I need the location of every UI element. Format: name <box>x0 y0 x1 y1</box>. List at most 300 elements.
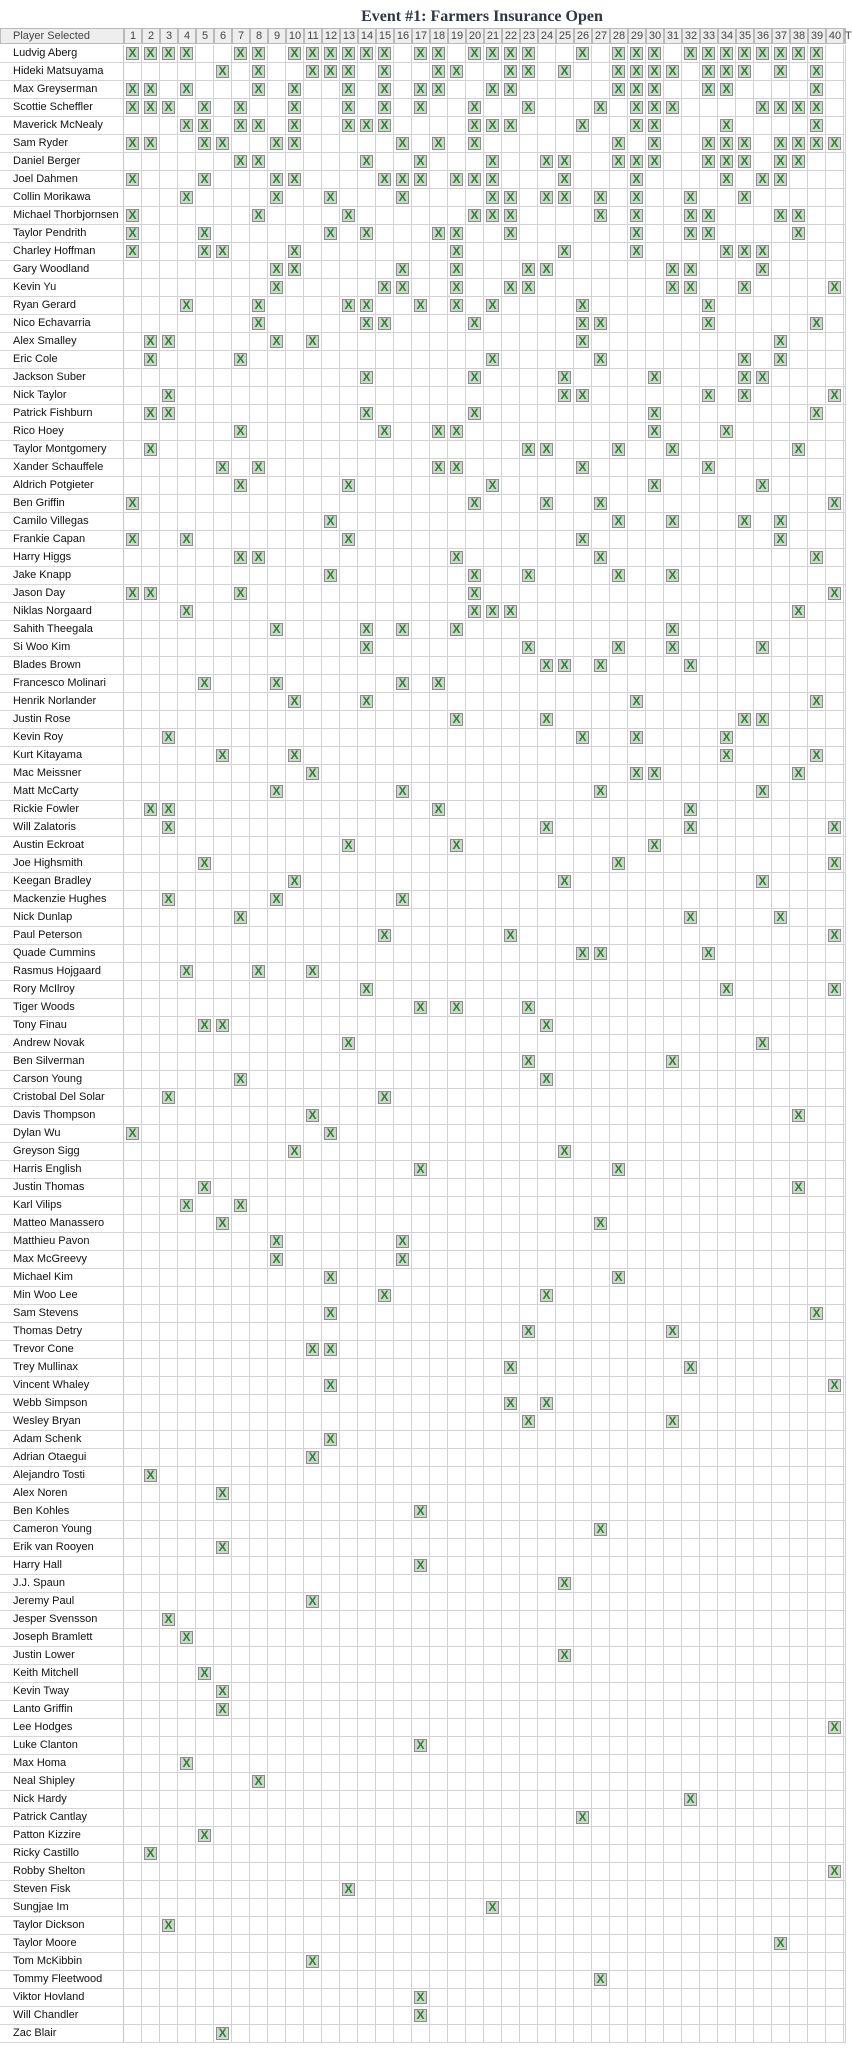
grid-cell[interactable] <box>718 549 736 567</box>
grid-cell[interactable] <box>736 603 754 621</box>
grid-cell[interactable] <box>736 333 754 351</box>
grid-cell[interactable] <box>844 765 846 783</box>
grid-cell[interactable] <box>394 1071 412 1089</box>
grid-cell[interactable] <box>484 441 502 459</box>
grid-cell[interactable] <box>520 351 538 369</box>
column-header-16[interactable]: 16 <box>394 28 412 44</box>
grid-cell[interactable] <box>250 747 268 765</box>
grid-cell[interactable] <box>718 585 736 603</box>
grid-cell[interactable] <box>376 1053 394 1071</box>
grid-cell[interactable] <box>718 1611 736 1629</box>
grid-cell[interactable] <box>484 531 502 549</box>
player-name-cell[interactable]: Niklas Norgaard <box>0 603 124 621</box>
grid-cell[interactable] <box>466 1089 484 1107</box>
grid-cell[interactable] <box>430 1881 448 1899</box>
grid-cell[interactable] <box>520 1431 538 1449</box>
grid-cell[interactable] <box>196 819 214 837</box>
grid-cell[interactable] <box>772 1575 790 1593</box>
grid-cell[interactable] <box>664 1233 682 1251</box>
grid-cell[interactable] <box>214 1791 232 1809</box>
grid-cell[interactable] <box>124 1035 142 1053</box>
selection-mark-cell[interactable] <box>574 333 592 351</box>
grid-cell[interactable] <box>484 99 502 117</box>
grid-cell[interactable] <box>754 207 772 225</box>
grid-cell[interactable] <box>412 783 430 801</box>
grid-cell[interactable] <box>484 1683 502 1701</box>
grid-cell[interactable] <box>808 1665 826 1683</box>
player-name-cell[interactable]: Zac Blair <box>0 2025 124 2043</box>
grid-cell[interactable] <box>412 1233 430 1251</box>
grid-cell[interactable] <box>520 1395 538 1413</box>
grid-cell[interactable] <box>322 1899 340 1917</box>
grid-cell[interactable] <box>178 657 196 675</box>
grid-cell[interactable] <box>538 1161 556 1179</box>
selection-mark-cell[interactable] <box>448 549 466 567</box>
grid-cell[interactable] <box>160 531 178 549</box>
grid-cell[interactable] <box>322 549 340 567</box>
grid-cell[interactable] <box>124 981 142 999</box>
grid-cell[interactable] <box>412 1125 430 1143</box>
grid-cell[interactable] <box>268 441 286 459</box>
grid-cell[interactable] <box>124 1359 142 1377</box>
grid-cell[interactable] <box>826 801 844 819</box>
grid-cell[interactable] <box>160 1323 178 1341</box>
grid-cell[interactable] <box>232 225 250 243</box>
grid-cell[interactable] <box>574 1017 592 1035</box>
grid-cell[interactable] <box>466 1539 484 1557</box>
grid-cell[interactable] <box>502 2025 520 2043</box>
grid-cell[interactable] <box>592 999 610 1017</box>
selection-mark-cell[interactable] <box>520 63 538 81</box>
grid-cell[interactable] <box>736 2007 754 2025</box>
grid-cell[interactable] <box>790 1791 808 1809</box>
grid-cell[interactable] <box>736 1989 754 2007</box>
grid-cell[interactable] <box>268 117 286 135</box>
grid-cell[interactable] <box>700 1971 718 1989</box>
grid-cell[interactable] <box>466 1305 484 1323</box>
grid-cell[interactable] <box>592 45 610 63</box>
grid-cell[interactable] <box>466 351 484 369</box>
grid-cell[interactable] <box>250 2025 268 2043</box>
grid-cell[interactable] <box>790 1269 808 1287</box>
grid-cell[interactable] <box>286 477 304 495</box>
grid-cell[interactable] <box>592 297 610 315</box>
grid-cell[interactable] <box>160 1143 178 1161</box>
grid-cell[interactable] <box>178 945 196 963</box>
grid-cell[interactable] <box>160 963 178 981</box>
grid-cell[interactable] <box>682 963 700 981</box>
grid-cell[interactable] <box>592 135 610 153</box>
grid-cell[interactable] <box>736 1197 754 1215</box>
grid-cell[interactable] <box>736 1521 754 1539</box>
grid-cell[interactable] <box>646 1359 664 1377</box>
grid-cell[interactable] <box>826 1647 844 1665</box>
grid-cell[interactable] <box>430 1431 448 1449</box>
grid-cell[interactable] <box>646 657 664 675</box>
grid-cell[interactable] <box>682 999 700 1017</box>
grid-cell[interactable] <box>808 963 826 981</box>
grid-cell[interactable] <box>844 1665 846 1683</box>
selection-mark-cell[interactable] <box>790 99 808 117</box>
grid-cell[interactable] <box>142 1989 160 2007</box>
grid-cell[interactable] <box>412 1053 430 1071</box>
grid-cell[interactable] <box>682 99 700 117</box>
grid-cell[interactable] <box>214 1413 232 1431</box>
grid-cell[interactable] <box>214 81 232 99</box>
selection-mark-cell[interactable] <box>592 1215 610 1233</box>
grid-cell[interactable] <box>142 207 160 225</box>
grid-cell[interactable] <box>574 261 592 279</box>
grid-cell[interactable] <box>520 891 538 909</box>
grid-cell[interactable] <box>214 1953 232 1971</box>
grid-cell[interactable] <box>664 81 682 99</box>
grid-cell[interactable] <box>484 1089 502 1107</box>
grid-cell[interactable] <box>376 1413 394 1431</box>
grid-cell[interactable] <box>448 1269 466 1287</box>
grid-cell[interactable] <box>196 1269 214 1287</box>
grid-cell[interactable] <box>826 1197 844 1215</box>
grid-cell[interactable] <box>250 765 268 783</box>
player-name-cell[interactable]: Ben Griffin <box>0 495 124 513</box>
grid-cell[interactable] <box>682 1161 700 1179</box>
grid-cell[interactable] <box>736 531 754 549</box>
grid-cell[interactable] <box>592 1755 610 1773</box>
grid-cell[interactable] <box>574 711 592 729</box>
grid-cell[interactable] <box>304 783 322 801</box>
grid-cell[interactable] <box>430 819 448 837</box>
grid-cell[interactable] <box>502 639 520 657</box>
grid-cell[interactable] <box>592 1269 610 1287</box>
grid-cell[interactable] <box>340 1737 358 1755</box>
grid-cell[interactable] <box>466 999 484 1017</box>
grid-cell[interactable] <box>412 1917 430 1935</box>
grid-cell[interactable] <box>232 369 250 387</box>
grid-cell[interactable] <box>826 1935 844 1953</box>
grid-cell[interactable] <box>268 1125 286 1143</box>
grid-cell[interactable] <box>448 1071 466 1089</box>
selection-mark-cell[interactable] <box>484 207 502 225</box>
grid-cell[interactable] <box>286 1989 304 2007</box>
grid-cell[interactable] <box>340 873 358 891</box>
grid-cell[interactable] <box>664 189 682 207</box>
grid-cell[interactable] <box>772 1323 790 1341</box>
grid-cell[interactable] <box>700 117 718 135</box>
grid-cell[interactable] <box>358 2007 376 2025</box>
grid-cell[interactable] <box>664 1431 682 1449</box>
grid-cell[interactable] <box>412 1179 430 1197</box>
grid-cell[interactable] <box>610 495 628 513</box>
grid-cell[interactable] <box>844 1323 846 1341</box>
grid-cell[interactable] <box>772 1017 790 1035</box>
grid-cell[interactable] <box>268 1701 286 1719</box>
selection-mark-cell[interactable] <box>556 1647 574 1665</box>
grid-cell[interactable] <box>718 567 736 585</box>
grid-cell[interactable] <box>700 1089 718 1107</box>
grid-cell[interactable] <box>790 1503 808 1521</box>
selection-mark-cell[interactable] <box>286 117 304 135</box>
selection-mark-cell[interactable] <box>250 81 268 99</box>
grid-cell[interactable] <box>844 1719 846 1737</box>
grid-cell[interactable] <box>520 1107 538 1125</box>
grid-cell[interactable] <box>502 351 520 369</box>
grid-cell[interactable] <box>736 477 754 495</box>
grid-cell[interactable] <box>556 549 574 567</box>
selection-mark-cell[interactable] <box>196 1017 214 1035</box>
player-name-cell[interactable]: Daniel Berger <box>0 153 124 171</box>
grid-cell[interactable] <box>466 711 484 729</box>
selection-mark-cell[interactable] <box>772 171 790 189</box>
grid-cell[interactable] <box>124 261 142 279</box>
grid-cell[interactable] <box>250 1449 268 1467</box>
grid-cell[interactable] <box>664 585 682 603</box>
grid-cell[interactable] <box>322 1233 340 1251</box>
grid-cell[interactable] <box>268 909 286 927</box>
grid-cell[interactable] <box>574 135 592 153</box>
grid-cell[interactable] <box>376 1359 394 1377</box>
grid-cell[interactable] <box>826 1071 844 1089</box>
grid-cell[interactable] <box>466 1809 484 1827</box>
grid-cell[interactable] <box>286 1017 304 1035</box>
grid-cell[interactable] <box>664 225 682 243</box>
grid-cell[interactable] <box>286 1899 304 1917</box>
grid-cell[interactable] <box>358 1035 376 1053</box>
grid-cell[interactable] <box>358 1773 376 1791</box>
grid-cell[interactable] <box>178 261 196 279</box>
grid-cell[interactable] <box>610 1809 628 1827</box>
selection-mark-cell[interactable] <box>826 819 844 837</box>
grid-cell[interactable] <box>304 351 322 369</box>
grid-cell[interactable] <box>232 927 250 945</box>
grid-cell[interactable] <box>628 1665 646 1683</box>
grid-cell[interactable] <box>466 1845 484 1863</box>
grid-cell[interactable] <box>826 1413 844 1431</box>
grid-cell[interactable] <box>700 909 718 927</box>
grid-cell[interactable] <box>610 1701 628 1719</box>
grid-cell[interactable] <box>538 297 556 315</box>
selection-mark-cell[interactable] <box>196 1827 214 1845</box>
grid-cell[interactable] <box>178 1287 196 1305</box>
grid-cell[interactable] <box>646 603 664 621</box>
grid-cell[interactable] <box>232 1575 250 1593</box>
grid-cell[interactable] <box>844 495 846 513</box>
grid-cell[interactable] <box>124 1845 142 1863</box>
grid-cell[interactable] <box>502 801 520 819</box>
column-header-11[interactable]: 11 <box>304 28 322 44</box>
selection-mark-cell[interactable] <box>628 765 646 783</box>
grid-cell[interactable] <box>538 1413 556 1431</box>
player-name-cell[interactable]: Camilo Villegas <box>0 513 124 531</box>
grid-cell[interactable] <box>268 1683 286 1701</box>
selection-mark-cell[interactable] <box>322 1125 340 1143</box>
grid-cell[interactable] <box>574 1287 592 1305</box>
grid-cell[interactable] <box>286 1611 304 1629</box>
player-name-cell[interactable]: Tony Finau <box>0 1017 124 1035</box>
grid-cell[interactable] <box>556 1305 574 1323</box>
grid-cell[interactable] <box>196 279 214 297</box>
grid-cell[interactable] <box>358 459 376 477</box>
grid-cell[interactable] <box>232 1989 250 2007</box>
grid-cell[interactable] <box>412 819 430 837</box>
grid-cell[interactable] <box>628 1701 646 1719</box>
selection-mark-cell[interactable] <box>664 279 682 297</box>
grid-cell[interactable] <box>268 1989 286 2007</box>
selection-mark-cell[interactable] <box>178 45 196 63</box>
grid-cell[interactable] <box>304 1197 322 1215</box>
grid-cell[interactable] <box>682 1485 700 1503</box>
grid-cell[interactable] <box>718 495 736 513</box>
grid-cell[interactable] <box>772 1413 790 1431</box>
grid-cell[interactable] <box>592 855 610 873</box>
grid-cell[interactable] <box>214 1575 232 1593</box>
grid-cell[interactable] <box>556 693 574 711</box>
grid-cell[interactable] <box>844 981 846 999</box>
grid-cell[interactable] <box>394 45 412 63</box>
grid-cell[interactable] <box>250 135 268 153</box>
grid-cell[interactable] <box>376 1791 394 1809</box>
grid-cell[interactable] <box>448 387 466 405</box>
grid-cell[interactable] <box>394 711 412 729</box>
grid-cell[interactable] <box>466 909 484 927</box>
selection-mark-cell[interactable] <box>592 945 610 963</box>
grid-cell[interactable] <box>196 1953 214 1971</box>
grid-cell[interactable] <box>358 1053 376 1071</box>
grid-cell[interactable] <box>484 1665 502 1683</box>
selection-mark-cell[interactable] <box>124 531 142 549</box>
grid-cell[interactable] <box>340 549 358 567</box>
selection-mark-cell[interactable] <box>448 711 466 729</box>
grid-cell[interactable] <box>736 1017 754 1035</box>
grid-cell[interactable] <box>322 1539 340 1557</box>
grid-cell[interactable] <box>754 1521 772 1539</box>
grid-cell[interactable] <box>232 1233 250 1251</box>
grid-cell[interactable] <box>538 1197 556 1215</box>
grid-cell[interactable] <box>700 1503 718 1521</box>
grid-cell[interactable] <box>592 1773 610 1791</box>
grid-cell[interactable] <box>394 1377 412 1395</box>
grid-cell[interactable] <box>160 1791 178 1809</box>
grid-cell[interactable] <box>196 315 214 333</box>
grid-cell[interactable] <box>484 1395 502 1413</box>
selection-mark-cell[interactable] <box>718 747 736 765</box>
grid-cell[interactable] <box>484 999 502 1017</box>
player-name-cell[interactable]: Ben Kohles <box>0 1503 124 1521</box>
grid-cell[interactable] <box>430 1341 448 1359</box>
grid-cell[interactable] <box>538 855 556 873</box>
grid-cell[interactable] <box>754 837 772 855</box>
column-header-21[interactable]: 21 <box>484 28 502 44</box>
grid-cell[interactable] <box>718 1107 736 1125</box>
grid-cell[interactable] <box>826 891 844 909</box>
grid-cell[interactable] <box>592 1143 610 1161</box>
grid-cell[interactable] <box>610 1935 628 1953</box>
grid-cell[interactable] <box>502 513 520 531</box>
grid-cell[interactable] <box>664 1665 682 1683</box>
grid-cell[interactable] <box>178 441 196 459</box>
grid-cell[interactable] <box>232 1863 250 1881</box>
grid-cell[interactable] <box>412 1449 430 1467</box>
grid-cell[interactable] <box>736 1449 754 1467</box>
grid-cell[interactable] <box>142 513 160 531</box>
grid-cell[interactable] <box>844 423 846 441</box>
grid-cell[interactable] <box>196 207 214 225</box>
grid-cell[interactable] <box>178 1053 196 1071</box>
grid-cell[interactable] <box>268 1035 286 1053</box>
grid-cell[interactable] <box>196 1215 214 1233</box>
grid-cell[interactable] <box>430 963 448 981</box>
selection-mark-cell[interactable] <box>160 1917 178 1935</box>
column-header-25[interactable]: 25 <box>556 28 574 44</box>
player-name-cell[interactable]: Cameron Young <box>0 1521 124 1539</box>
grid-cell[interactable] <box>538 567 556 585</box>
grid-cell[interactable] <box>466 1431 484 1449</box>
grid-cell[interactable] <box>610 99 628 117</box>
grid-cell[interactable] <box>484 243 502 261</box>
grid-cell[interactable] <box>340 855 358 873</box>
grid-cell[interactable] <box>304 1467 322 1485</box>
grid-cell[interactable] <box>754 225 772 243</box>
grid-cell[interactable] <box>664 1881 682 1899</box>
grid-cell[interactable] <box>790 1935 808 1953</box>
grid-cell[interactable] <box>718 1755 736 1773</box>
grid-cell[interactable] <box>502 1287 520 1305</box>
grid-cell[interactable] <box>682 1719 700 1737</box>
grid-cell[interactable] <box>250 1953 268 1971</box>
grid-cell[interactable] <box>484 1017 502 1035</box>
grid-cell[interactable] <box>556 1413 574 1431</box>
grid-cell[interactable] <box>214 1629 232 1647</box>
grid-cell[interactable] <box>160 1215 178 1233</box>
grid-cell[interactable] <box>790 351 808 369</box>
grid-cell[interactable] <box>718 1449 736 1467</box>
grid-cell[interactable] <box>538 1251 556 1269</box>
grid-cell[interactable] <box>844 801 846 819</box>
grid-cell[interactable] <box>826 1287 844 1305</box>
grid-cell[interactable] <box>430 657 448 675</box>
grid-cell[interactable] <box>232 1611 250 1629</box>
grid-cell[interactable] <box>394 1413 412 1431</box>
grid-cell[interactable] <box>124 1935 142 1953</box>
grid-cell[interactable] <box>682 711 700 729</box>
grid-cell[interactable] <box>160 513 178 531</box>
grid-cell[interactable] <box>628 1197 646 1215</box>
grid-cell[interactable] <box>286 1413 304 1431</box>
grid-cell[interactable] <box>574 477 592 495</box>
grid-cell[interactable] <box>286 531 304 549</box>
grid-cell[interactable] <box>808 207 826 225</box>
grid-cell[interactable] <box>484 423 502 441</box>
grid-cell[interactable] <box>196 1071 214 1089</box>
grid-cell[interactable] <box>574 1863 592 1881</box>
grid-cell[interactable] <box>484 387 502 405</box>
grid-cell[interactable] <box>466 1071 484 1089</box>
grid-cell[interactable] <box>826 81 844 99</box>
grid-cell[interactable] <box>412 279 430 297</box>
grid-cell[interactable] <box>484 1755 502 1773</box>
grid-cell[interactable] <box>826 513 844 531</box>
grid-cell[interactable] <box>574 1485 592 1503</box>
grid-cell[interactable] <box>340 1539 358 1557</box>
selection-mark-cell[interactable] <box>520 279 538 297</box>
grid-cell[interactable] <box>808 1359 826 1377</box>
selection-mark-cell[interactable] <box>304 1107 322 1125</box>
grid-cell[interactable] <box>322 1719 340 1737</box>
grid-cell[interactable] <box>448 747 466 765</box>
grid-cell[interactable] <box>808 1647 826 1665</box>
grid-cell[interactable] <box>520 1647 538 1665</box>
grid-cell[interactable] <box>466 981 484 999</box>
grid-cell[interactable] <box>160 351 178 369</box>
grid-cell[interactable] <box>790 1971 808 1989</box>
